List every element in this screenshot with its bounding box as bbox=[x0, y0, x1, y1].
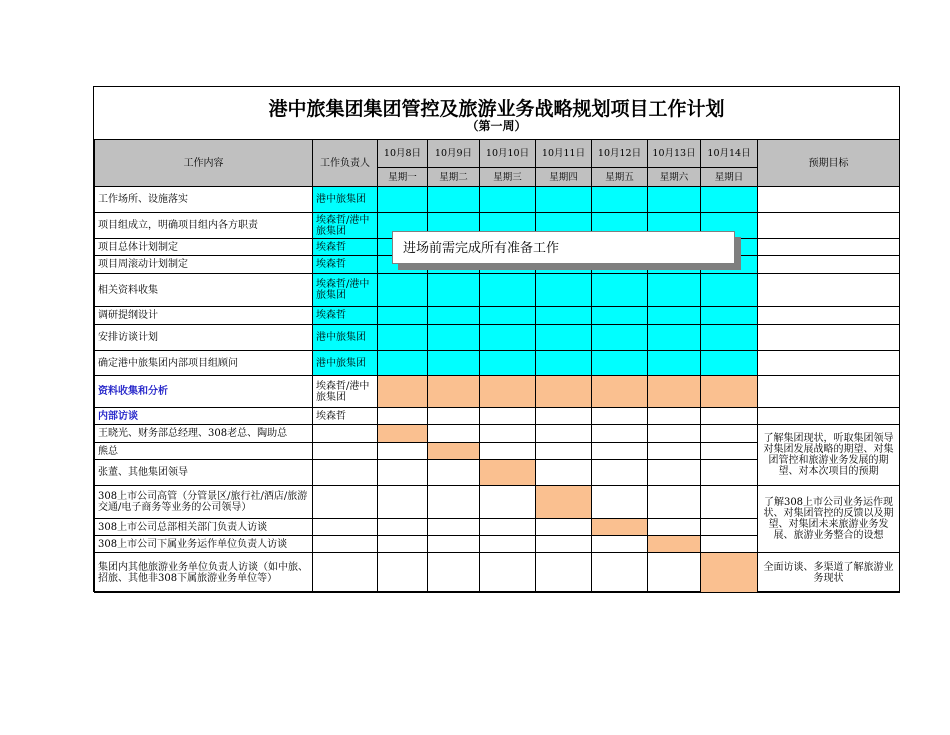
task-cell: 工作场所、设施落实 bbox=[95, 187, 313, 213]
goal-cell: 全面访谈、多渠道了解旅游业务现状 bbox=[758, 553, 900, 593]
header-weekday: 星期一 bbox=[378, 168, 428, 187]
worksheet bbox=[93, 86, 900, 592]
table-row bbox=[95, 376, 900, 408]
task-cell: 项目组成立，明确项目组内各方职责 bbox=[95, 213, 313, 239]
goal-cell: 了解集团现状，听取集团领导对集团发展战略的期望、对集团管控和旅游业务发展的期望、对本次项目的预期 bbox=[758, 425, 900, 486]
owner-cell: 埃森哲 bbox=[313, 256, 378, 274]
goal-cell: 了解308上市公司业务运作现状、对集团管控的反馈以及期望、对集团未来旅游业务发展、旅游业务整合的设想 bbox=[758, 486, 900, 553]
header-weekday: 星期日 bbox=[701, 168, 758, 187]
task-cell: 项目总体计划制定 bbox=[95, 239, 313, 256]
table-row bbox=[95, 187, 900, 213]
header-weekday: 星期二 bbox=[428, 168, 480, 187]
task-cell: 王晓光、财务部总经理、308老总、陶助总 bbox=[95, 425, 313, 443]
task-cell: 308上市公司高管（分管景区/旅行社/酒店/旅游交通/电子商务等业务的公司领导） bbox=[95, 486, 313, 519]
task-cell: 确定港中旅集团内部项目组顾问 bbox=[95, 351, 313, 376]
header-weekday: 星期六 bbox=[648, 168, 701, 187]
work-plan-table bbox=[94, 139, 900, 593]
owner-cell: 埃森哲/港中旅集团 bbox=[313, 274, 378, 307]
header-owner: 工作负责人 bbox=[313, 140, 378, 187]
task-cell: 相关资料收集 bbox=[95, 274, 313, 307]
owner-cell: 埃森哲 bbox=[313, 239, 378, 256]
header-goal: 预期目标 bbox=[758, 140, 900, 187]
header-date: 10月12日 bbox=[592, 140, 648, 168]
owner-cell: 埃森哲/港中旅集团 bbox=[313, 213, 378, 239]
task-cell: 内部访谈 bbox=[95, 408, 313, 425]
page-title: 港中旅集团集团管控及旅游业务战略规划项目工作计划 bbox=[268, 98, 725, 120]
owner-cell: 埃森哲 bbox=[313, 408, 378, 425]
task-cell: 调研提纲设计 bbox=[95, 307, 313, 325]
owner-cell: 埃森哲/港中旅集团 bbox=[313, 376, 378, 408]
table-row bbox=[95, 351, 900, 376]
task-cell: 项目周滚动计划制定 bbox=[95, 256, 313, 274]
table-row bbox=[95, 486, 900, 519]
task-cell: 集团内其他旅游业务单位负责人访谈（如中旅、招旅、其他非308下属旅游业务单位等） bbox=[95, 553, 313, 593]
owner-cell: 港中旅集团 bbox=[313, 187, 378, 213]
page-subtitle: （第一周） bbox=[466, 119, 527, 133]
callout-box: 进场前需完成所有准备工作 bbox=[392, 231, 735, 264]
table-row bbox=[95, 274, 900, 307]
task-cell: 资料收集和分析 bbox=[95, 376, 313, 408]
task-cell: 安排访谈计划 bbox=[95, 325, 313, 351]
table-row bbox=[95, 425, 900, 443]
header-date: 10月9日 bbox=[428, 140, 480, 168]
owner-cell: 港中旅集团 bbox=[313, 351, 378, 376]
header-date: 10月13日 bbox=[648, 140, 701, 168]
header-date: 10月14日 bbox=[701, 140, 758, 168]
header-weekday: 星期四 bbox=[536, 168, 592, 187]
header-date: 10月10日 bbox=[480, 140, 536, 168]
header-weekday: 星期三 bbox=[480, 168, 536, 187]
table-row bbox=[95, 325, 900, 351]
header-date: 10月8日 bbox=[378, 140, 428, 168]
header-weekday: 星期五 bbox=[592, 168, 648, 187]
table-row bbox=[95, 307, 900, 325]
table-row bbox=[95, 553, 900, 593]
header-date: 10月11日 bbox=[536, 140, 592, 168]
owner-cell: 埃森哲 bbox=[313, 307, 378, 325]
task-cell: 308上市公司总部相关部门负责人访谈 bbox=[95, 519, 313, 536]
task-cell: 张董、其他集团领导 bbox=[95, 460, 313, 486]
table-row bbox=[95, 408, 900, 425]
title-block bbox=[94, 87, 899, 139]
owner-cell: 港中旅集团 bbox=[313, 325, 378, 351]
header-work: 工作内容 bbox=[95, 140, 313, 187]
task-cell: 熊总 bbox=[95, 443, 313, 460]
task-cell: 308上市公司下属业务运作单位负责人访谈 bbox=[95, 536, 313, 553]
